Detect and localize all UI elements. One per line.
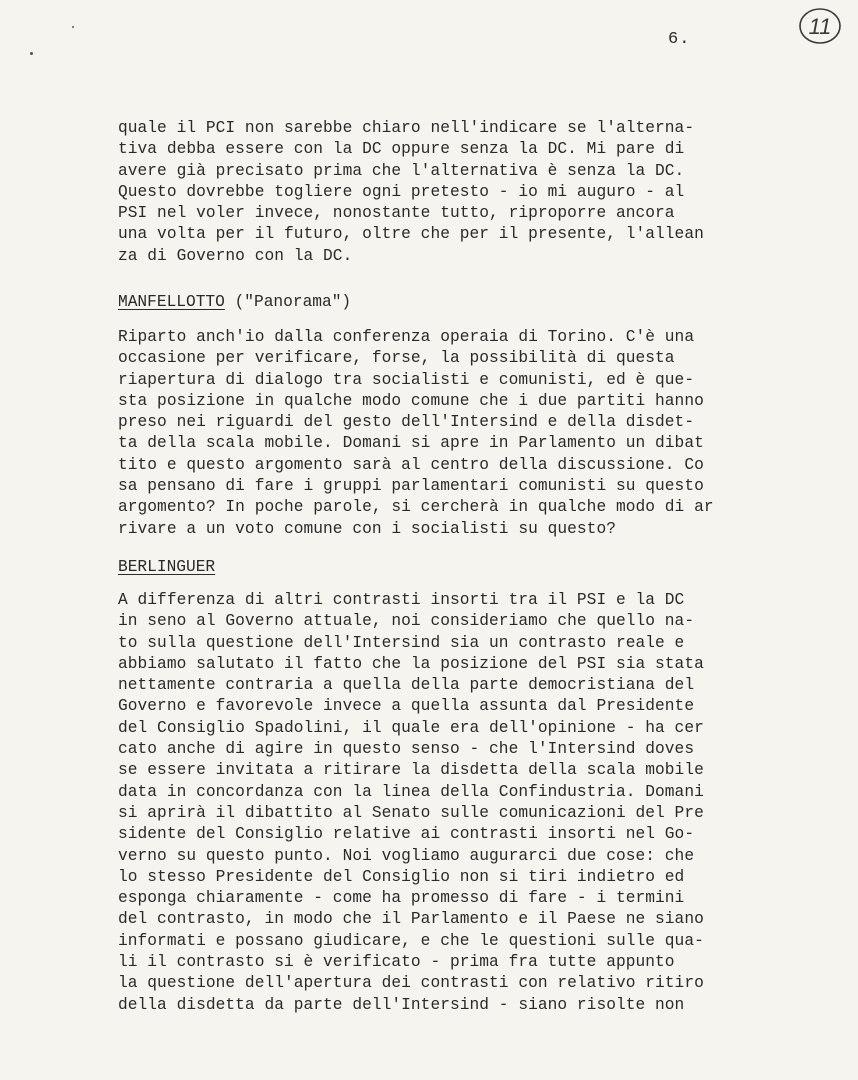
paragraph-2 [118, 327, 768, 540]
text-line: sta posizione in qualche modo comune che i due partiti hanno [118, 391, 704, 410]
text-line: sidente del Consiglio relative ai contrasti insorti nel Go- [118, 825, 695, 844]
speck-mark [72, 26, 74, 28]
text-line: lo stesso Presidente del Consiglio non si tiri indietro ed [118, 867, 685, 886]
page-stamp [797, 6, 843, 46]
speaker-name: BERLINGUER [118, 558, 216, 576]
text-line: del contrasto, in modo che il Parlamento e il Paese ne siano [118, 910, 704, 929]
text-line: A differenza di altri contrasti insorti tra il PSI e la DC [118, 591, 685, 609]
text-line: una volta per il futuro, oltre che per il presente, l'allean [118, 225, 704, 244]
text-line: si aprirà il dibattito al Senato sulle comunicazioni del Pre [118, 803, 704, 822]
text-line: quale il PCI non sarebbe chiaro nell'indicare se l'alterna- [118, 119, 695, 137]
text-line: occasione per verificare, forse, la possibilità di questa [118, 349, 675, 368]
paragraph-1 [118, 118, 768, 267]
text-line: verno su questo punto. Noi vogliamo augurarci due cose: che [118, 846, 695, 865]
speaker-heading-1 [118, 292, 351, 313]
stamp-number: 11 [808, 14, 832, 39]
text-line: cato anche di agire in questo senso - che l'Intersind doves [118, 740, 695, 759]
text-line: za di Governo con la DC. [118, 246, 353, 265]
text-line: in seno al Governo attuale, noi consideriamo che quello na- [118, 612, 695, 631]
speck-mark [30, 52, 33, 55]
text-line: sa pensano di fare i gruppi parlamentari comunisti su questo [118, 477, 704, 496]
text-line: rivare a un voto comune con i socialisti su questo? [118, 519, 616, 538]
speaker-name: MANFELLOTTO [118, 293, 225, 311]
text-line: Riparto anch'io dalla conferenza operaia di Torino. C'è una [118, 328, 695, 346]
text-line: Governo e favorevole invece a quella assunta dal Presidente [118, 697, 695, 716]
page-number: 6. [668, 30, 691, 49]
text-line: della disdetta da parte dell'Intersind - siano risolte non [118, 995, 685, 1014]
text-line: Questo dovrebbe togliere ogni pretesto - io mi auguro - al [118, 182, 685, 201]
text-line: riapertura di dialogo tra socialisti e comunisti, ed è que- [118, 370, 695, 389]
text-line: li il contrasto si è verificato - prima fra tutte appunto [118, 953, 675, 972]
text-line: esponga chiaramente - come ha promesso di fare - i termini [118, 889, 685, 908]
text-line: se essere invitata a ritirare la disdetta della scala mobile [118, 761, 704, 780]
paragraph-3 [118, 590, 768, 1016]
text-line: tiva debba essere con la DC oppure senza la DC. Mi pare di [118, 140, 685, 159]
text-line: to sulla questione dell'Intersind sia un contrasto reale e [118, 633, 685, 652]
text-line: avere già precisato prima che l'alternativa è senza la DC. [118, 161, 685, 180]
text-line: argomento? In poche parole, si cercherà in qualche modo di ar [118, 498, 714, 517]
text-line: preso nei riguardi del gesto dell'Intersind e della disdet- [118, 413, 695, 432]
text-line: nettamente contraria a quella della parte democristiana del [118, 676, 695, 695]
speaker-heading-2 [118, 557, 215, 578]
speaker-affiliation: ("Panorama") [224, 293, 352, 311]
text-line: abbiamo salutato il fatto che la posizione del PSI sia stata [118, 654, 704, 673]
text-line: data in concordanza con la linea della Confindustria. Domani [118, 782, 704, 801]
text-line: informati e possano giudicare, e che le questioni sulle qua- [118, 931, 704, 950]
text-line: ta della scala mobile. Domani si apre in Parlamento un dibat [118, 434, 704, 453]
text-line: PSI nel voler invece, nonostante tutto, riproporre ancora [118, 204, 675, 223]
text-line: del Consiglio Spadolini, il quale era dell'opinione - ha cer [118, 718, 704, 737]
text-line: la questione dell'apertura dei contrasti con relativo ritiro [118, 974, 704, 993]
text-line: tito e questo argomento sarà al centro della discussione. Co [118, 455, 704, 474]
